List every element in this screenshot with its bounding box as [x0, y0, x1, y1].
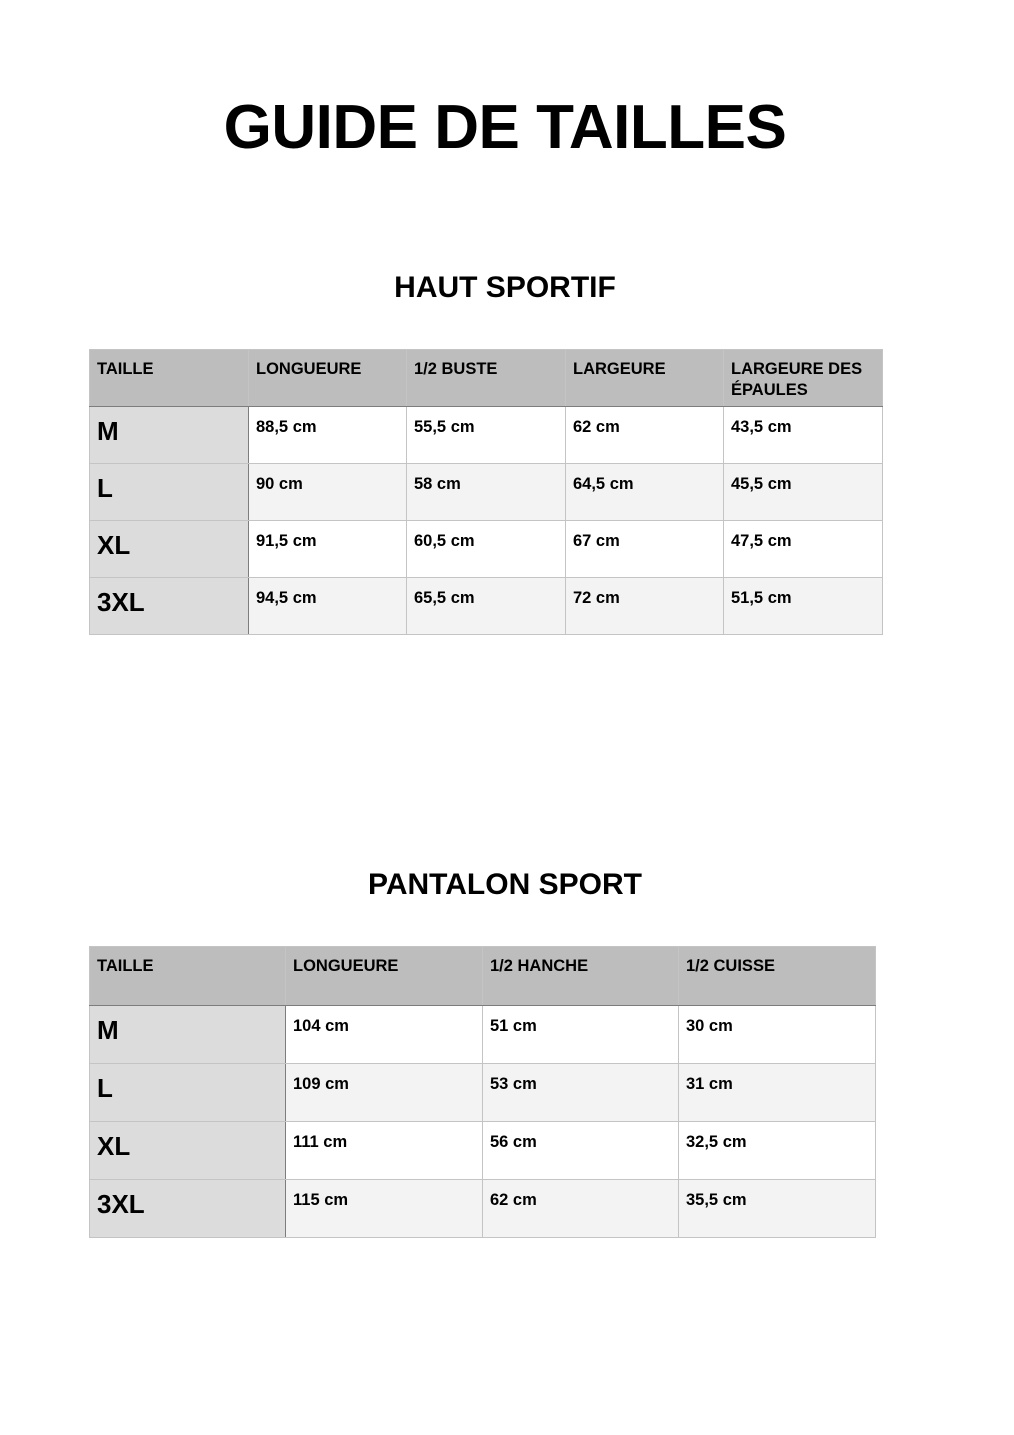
- column-header-largeure: LARGEURE: [566, 350, 724, 407]
- table-row: [90, 407, 883, 464]
- column-header-longueure: LONGUEURE: [249, 350, 407, 407]
- table-cell: 45,5 cm: [724, 464, 883, 521]
- table-cell: 55,5 cm: [407, 407, 566, 464]
- table-row: [90, 1006, 876, 1064]
- table-header-row: [90, 350, 883, 407]
- column-header-taille: TAILLE: [90, 947, 286, 1006]
- column-header-demi-hanche: 1/2 HANCHE: [483, 947, 679, 1006]
- size-label: L: [90, 1064, 286, 1122]
- column-header-demi-buste: 1/2 BUSTE: [407, 350, 566, 407]
- table-cell: 62 cm: [566, 407, 724, 464]
- size-label: XL: [90, 1122, 286, 1180]
- column-header-longueure: LONGUEURE: [286, 947, 483, 1006]
- section-title-haut-sportif: HAUT SPORTIF: [394, 271, 616, 304]
- table-cell: 88,5 cm: [249, 407, 407, 464]
- size-label: XL: [90, 521, 249, 578]
- table-cell: 64,5 cm: [566, 464, 724, 521]
- table-cell: 51,5 cm: [724, 578, 883, 635]
- table-cell: 90 cm: [249, 464, 407, 521]
- table-cell: 94,5 cm: [249, 578, 407, 635]
- table-row: [90, 1180, 876, 1238]
- table-cell: 65,5 cm: [407, 578, 566, 635]
- table-row: [90, 578, 883, 635]
- table-cell: 53 cm: [483, 1064, 679, 1122]
- table-cell: 32,5 cm: [679, 1122, 876, 1180]
- table-cell: 91,5 cm: [249, 521, 407, 578]
- table-cell: 43,5 cm: [724, 407, 883, 464]
- table-row: [90, 1122, 876, 1180]
- table-cell: 67 cm: [566, 521, 724, 578]
- table-cell: 56 cm: [483, 1122, 679, 1180]
- table-cell: 62 cm: [483, 1180, 679, 1238]
- table-cell: 115 cm: [286, 1180, 483, 1238]
- table-cell: 60,5 cm: [407, 521, 566, 578]
- page-title: GUIDE DE TAILLES: [223, 93, 787, 162]
- table-cell: 30 cm: [679, 1006, 876, 1064]
- table-cell: 51 cm: [483, 1006, 679, 1064]
- size-label: M: [90, 407, 249, 464]
- table-row: [90, 521, 883, 578]
- table-cell: 109 cm: [286, 1064, 483, 1122]
- section-title-pantalon-sport: PANTALON SPORT: [368, 868, 642, 901]
- table-header-row: [90, 947, 876, 1006]
- table-cell: 72 cm: [566, 578, 724, 635]
- table-row: [90, 1064, 876, 1122]
- table-row: [90, 464, 883, 521]
- table-cell: 58 cm: [407, 464, 566, 521]
- size-table-pantalon-sport: [89, 946, 876, 1238]
- table-cell: 104 cm: [286, 1006, 483, 1064]
- column-header-taille: TAILLE: [90, 350, 249, 407]
- table-cell: 35,5 cm: [679, 1180, 876, 1238]
- table-cell: 111 cm: [286, 1122, 483, 1180]
- column-header-demi-cuisse: 1/2 CUISSE: [679, 947, 876, 1006]
- size-label: 3XL: [90, 578, 249, 635]
- table-cell: 31 cm: [679, 1064, 876, 1122]
- size-label: 3XL: [90, 1180, 286, 1238]
- size-label: M: [90, 1006, 286, 1064]
- column-header-largeure-epaules: LARGEURE DES ÉPAULES: [724, 350, 883, 407]
- table-cell: 47,5 cm: [724, 521, 883, 578]
- size-label: L: [90, 464, 249, 521]
- size-table-haut-sportif: [89, 349, 883, 635]
